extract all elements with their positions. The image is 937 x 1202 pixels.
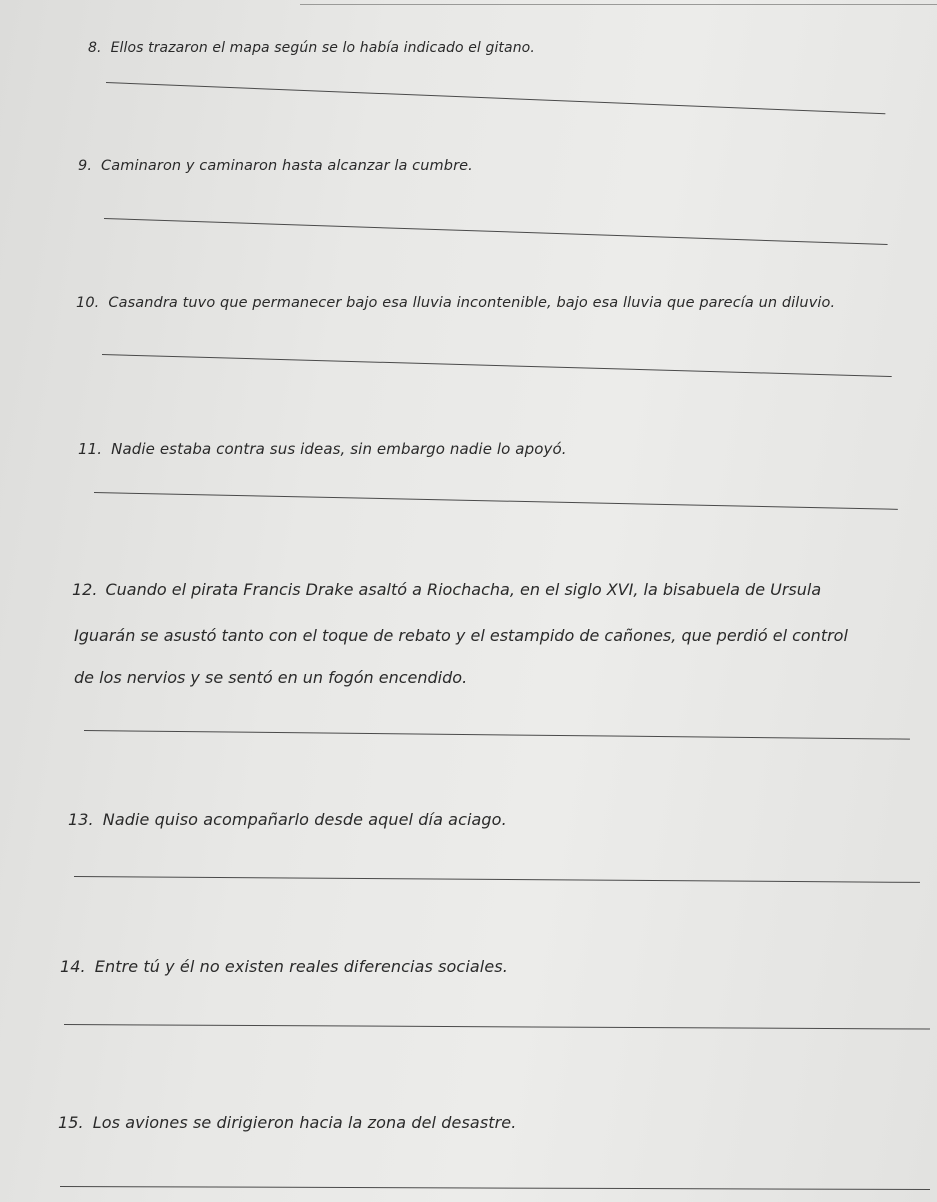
- exercise-12-line-1: 12. Cuando el pirata Francis Drake asaltó a Riochacha, en el siglo XVI, la bisabuela de Ursula: [72, 580, 822, 599]
- exercise-9-number: 9.: [78, 158, 93, 174]
- exercise-12-number: 12.: [72, 580, 98, 599]
- exercise-10-text: Casandra tuvo que permanecer bajo esa lluvia incontenible, bajo esa lluvia que parecía un diluvio.: [108, 295, 836, 311]
- answer-line-12[interactable]: [84, 730, 910, 740]
- exercise-10-number: 10.: [76, 295, 100, 311]
- answer-line-14[interactable]: [64, 1024, 930, 1030]
- exercise-8-number: 8.: [88, 40, 102, 56]
- exercise-11-text: Nadie estaba contra sus ideas, sin embargo nadie lo apoyó.: [111, 440, 567, 458]
- exercise-11-number: 11.: [78, 440, 103, 458]
- exercise-9: [78, 158, 473, 174]
- answer-line-10[interactable]: [102, 354, 892, 377]
- answer-line-15[interactable]: [60, 1186, 930, 1190]
- exercise-11: [78, 440, 567, 458]
- exercise-8-text: Ellos trazaron el mapa según se lo había indicado el gitano.: [110, 40, 535, 56]
- exercise-14: [60, 957, 508, 976]
- exercise-13-number: 13.: [68, 810, 94, 829]
- exercise-10: [76, 295, 835, 311]
- exercise-15: [58, 1113, 516, 1132]
- exercise-12-line-3: de los nervios y se sentó en un fogón encendido.: [74, 668, 468, 687]
- exercise-12-line-2: Iguarán se asustó tanto con el toque de rebato y el estampido de cañones, que perdió el control: [74, 626, 848, 645]
- exercise-12: [72, 580, 932, 700]
- answer-line-9[interactable]: [104, 218, 888, 245]
- answer-line-8[interactable]: [106, 82, 885, 115]
- exercise-14-text: Entre tú y él no existen reales diferencias sociales.: [94, 957, 508, 976]
- answer-line-13[interactable]: [74, 876, 920, 883]
- exercise-15-text: Los aviones se dirigieron hacia la zona del desastre.: [92, 1113, 517, 1132]
- exercise-13-text: Nadie quiso acompañarlo desde aquel día aciago.: [102, 810, 507, 829]
- top-edge-rule: [300, 4, 937, 5]
- answer-line-11[interactable]: [94, 492, 898, 510]
- exercise-15-number: 15.: [58, 1113, 84, 1132]
- exercise-13: [68, 810, 507, 829]
- exercise-9-text: Caminaron y caminaron hasta alcanzar la cumbre.: [101, 158, 473, 174]
- exercise-14-number: 14.: [60, 957, 86, 976]
- exercise-8: [88, 40, 535, 56]
